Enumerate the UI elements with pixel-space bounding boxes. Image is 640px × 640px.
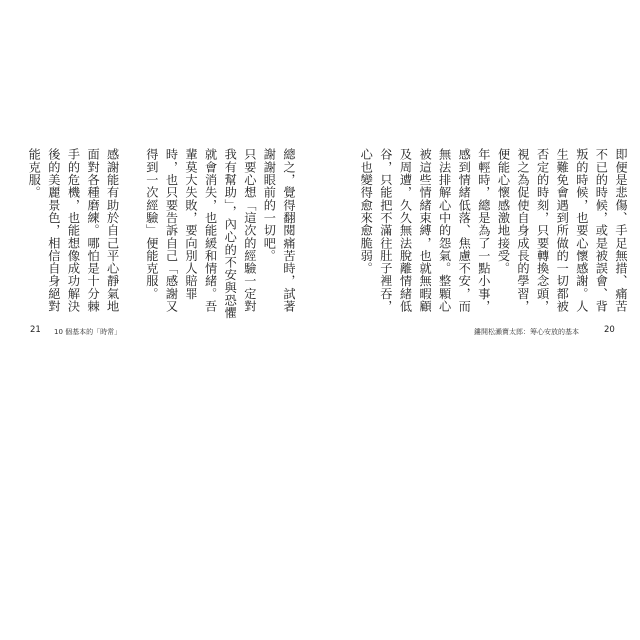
running-title-left: 10 個基本的「時常」	[54, 328, 122, 336]
paragraph: 只要心想「這次的經驗一定對我有幫助」，內心的不安與恐懼就會消失，也能緩和情緒。吾輩莫大失敗，要向別人賠罪時，也只要告訴自己「感謝又得到一次經驗」便能克服。	[144, 148, 257, 319]
page-number-left: 21	[30, 325, 41, 335]
page-number	[30, 325, 41, 335]
right-page-body	[354, 148, 630, 324]
right-page	[320, 0, 640, 640]
page-number-right: 20	[604, 325, 615, 335]
paragraph: 即便是悲傷、手足無措、痛苦不已的時候，或是被誤會、背叛的時候，也要心懷感謝。人生難免會遇到所做的一切都被否定的時刻，只要轉換念頭，視之為促使自身成長的學習，便能心懷感激地接受。	[496, 148, 628, 313]
paragraph: 年輕時，總是為了一點小事，感到情緒低落、焦慮不安，而無法排解心中的怨氣。整顆心被這些情緒束縛，也就無暇顧及周遭，久久無法脫離情緒低谷，只能把不滿往肚子裡吞，心也變得愈來愈脆弱。	[359, 148, 491, 313]
page-number	[604, 325, 615, 335]
left-page-body	[22, 148, 298, 324]
paragraph	[354, 148, 356, 324]
paragraph: 總之，覺得翻閱痛苦時，試著謝謝眼前的一切吧。	[262, 148, 296, 313]
running-title-right: 鏤開松瀨寶太郎：筹心安放的基本	[474, 328, 579, 336]
paragraph: 感謝能有助於自己平心靜氣地面對各種磨練。哪怕是十分棘手的危機，也能想像成功解決後的美麗景色，相信自身絕對能克服。	[27, 148, 120, 313]
